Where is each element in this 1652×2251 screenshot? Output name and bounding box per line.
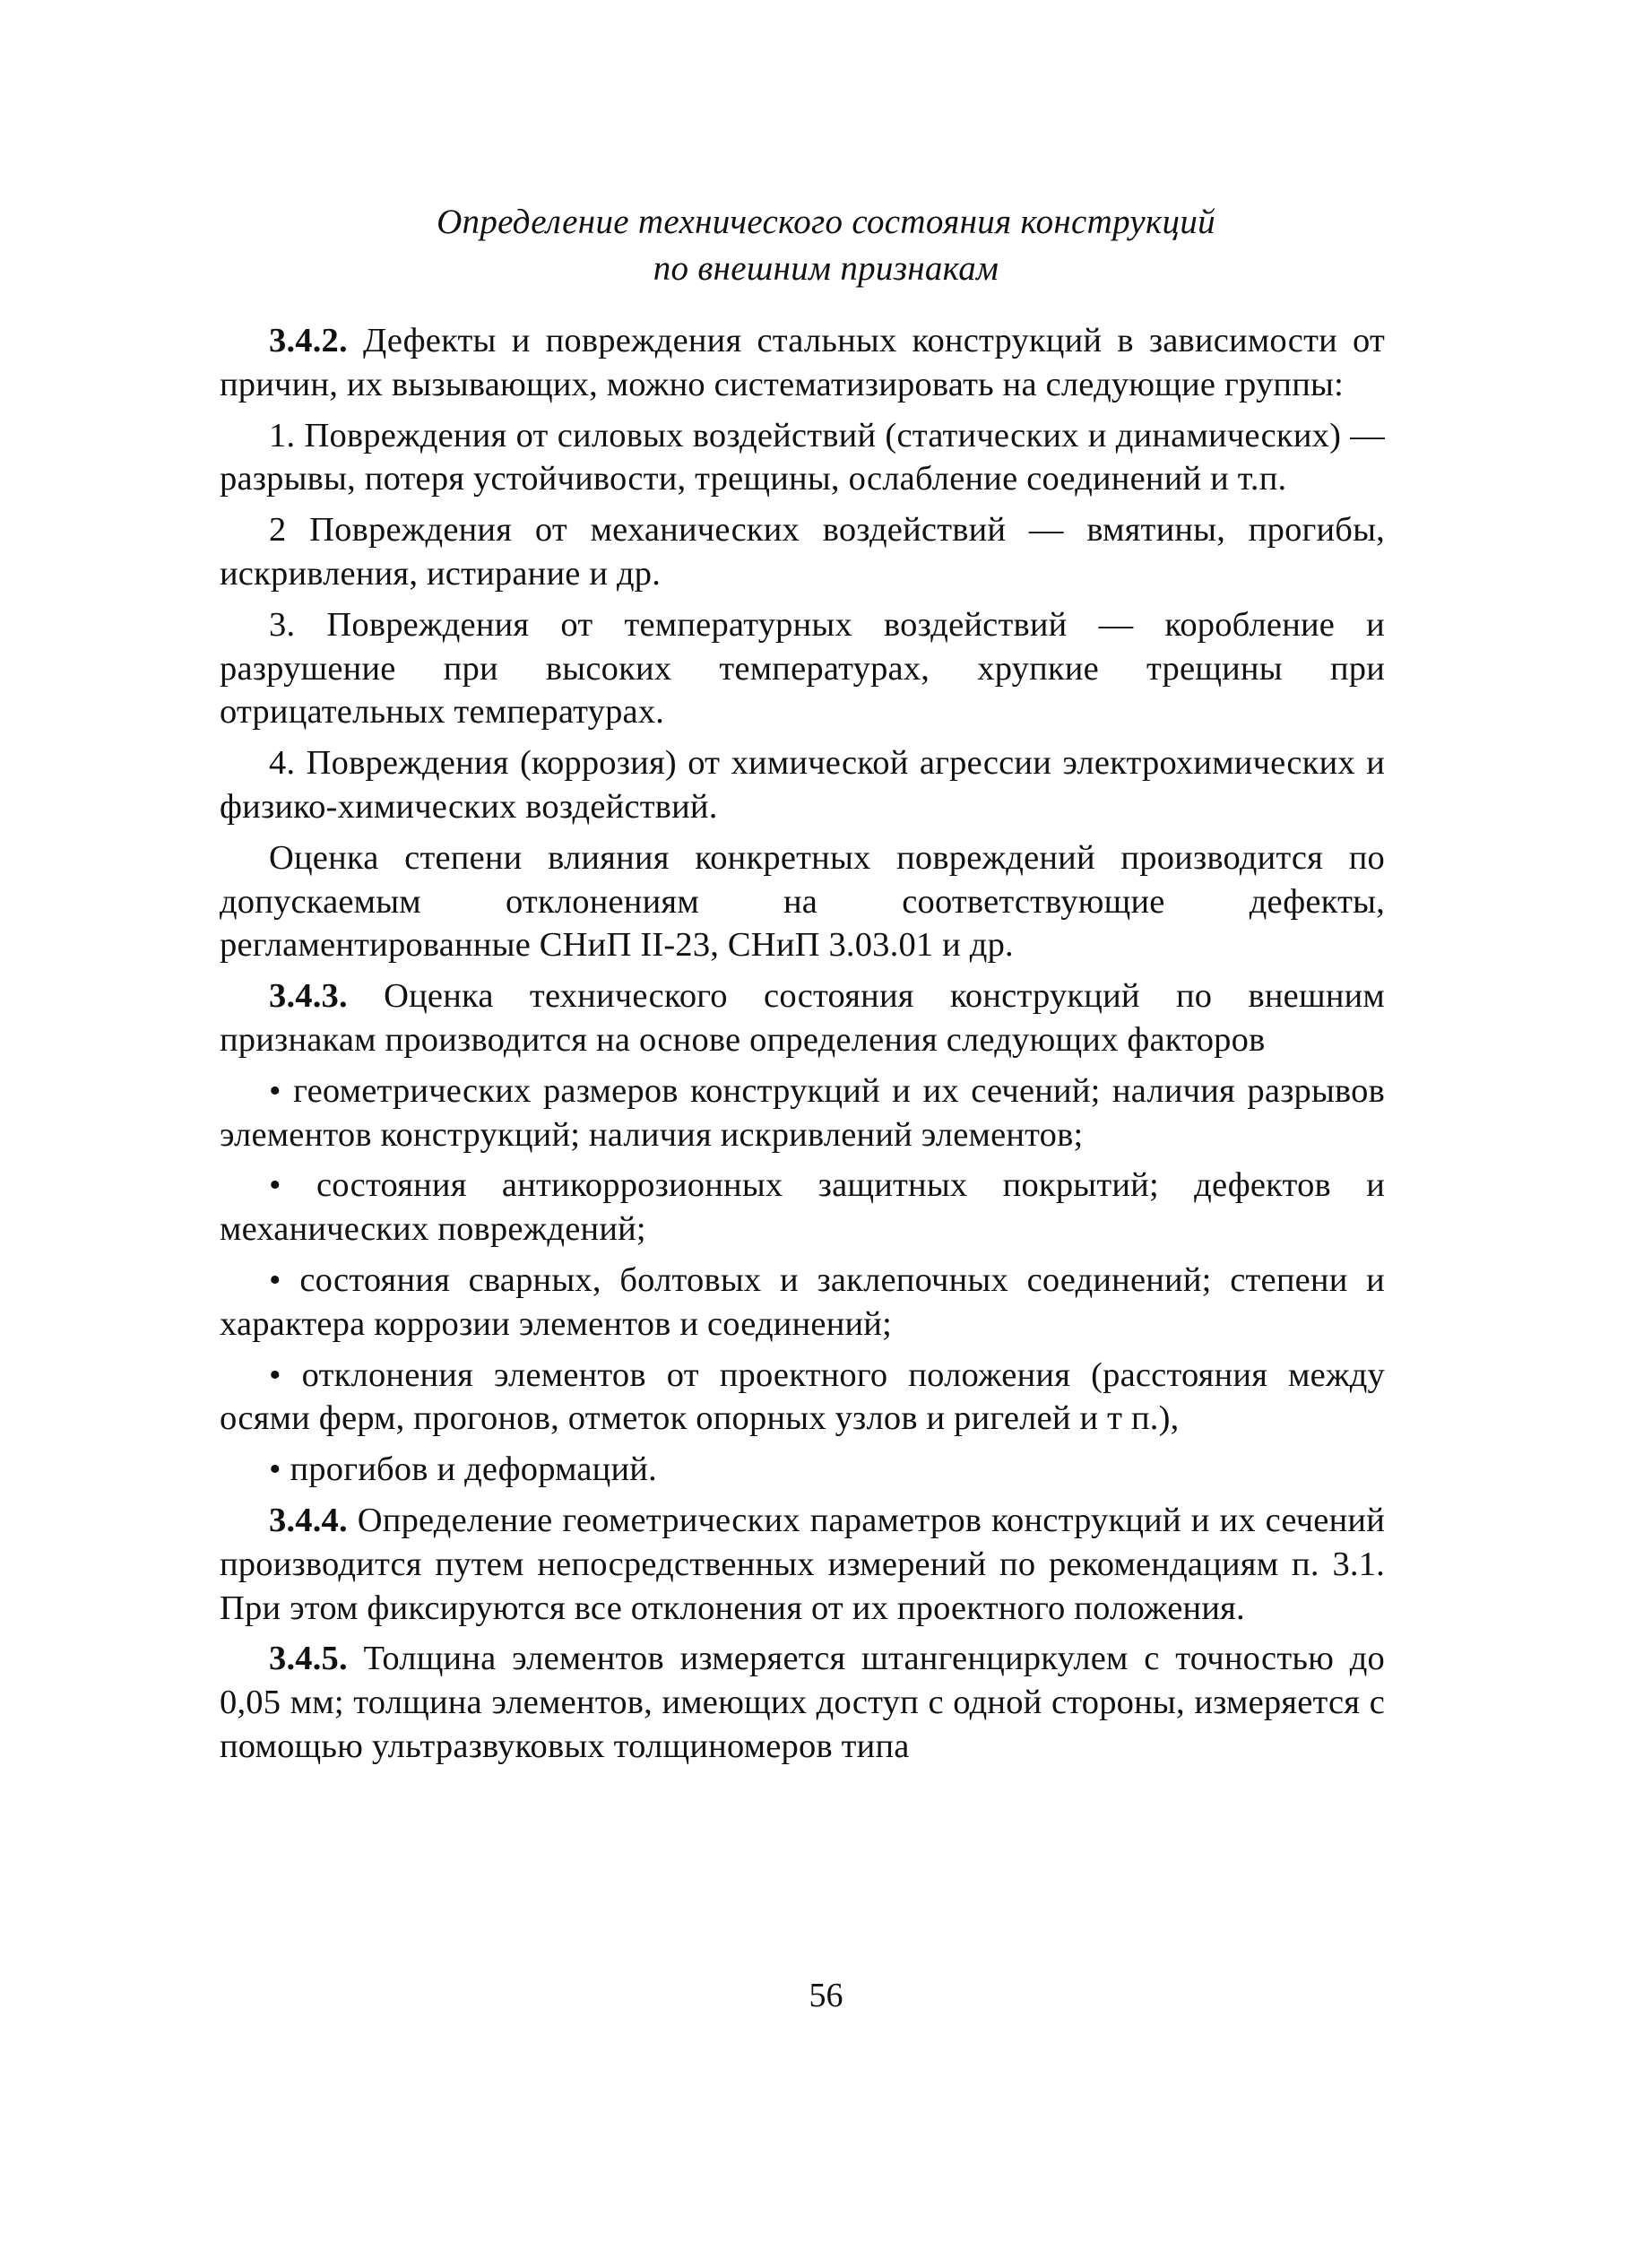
paragraph-3-4-2 <box>220 319 1385 407</box>
bullet-item-5 <box>220 1448 1385 1492</box>
clause-number: 3.4.2. <box>269 322 348 359</box>
bullet-item-2 <box>220 1164 1385 1251</box>
section-heading-line-1: Определение технического состояния конструкций <box>437 203 1215 241</box>
clause-number: 3.4.5. <box>269 1640 348 1678</box>
paragraph-text: • состояния сварных, болтовых и заклепочных соединений; степени и характера коррозии элементов и соединений; <box>220 1260 1385 1343</box>
list-item-2 <box>220 508 1385 596</box>
paragraph-text: Оценка степени влияния конкретных повреждений производится по допускаемым отклонениям на соответствующие дефекты, регламентированные СНиП II-23, СНиП 3.03.01 и др. <box>220 838 1385 965</box>
paragraph-3-4-3 <box>220 974 1385 1062</box>
paragraph-text: • отклонения элементов от проектного положения (расстояния между осями ферм, прогонов, отметок опорных узлов и ригелей и т п.), <box>220 1355 1385 1438</box>
paragraph-text: 4. Повреждения (коррозия) от химической агрессии электрохимических и физико-химических воздействий. <box>220 744 1385 826</box>
bullet-item-1 <box>220 1069 1385 1157</box>
paragraph-text: • состояния антикоррозионных защитных покрытий; дефектов и механических повреждений; <box>220 1166 1385 1249</box>
clause-number: 3.4.3. <box>269 977 348 1016</box>
paragraph-3-4-5 <box>220 1637 1385 1768</box>
bullet-item-3 <box>220 1259 1385 1346</box>
clause-number: 3.4.4. <box>269 1501 348 1539</box>
list-item-1 <box>220 414 1385 502</box>
page-number: 56 <box>809 1977 843 2014</box>
paragraph-text: Оценка технического состояния конструкций по внешним признакам производится на основе определения следующих факторов <box>220 977 1385 1059</box>
paragraph-assessment <box>220 836 1385 967</box>
paragraph-text: Толщина элементов измеряется штангенциркулем с точностью до 0,05 мм; толщина элементов, имеющих доступ с одной стороны, измеряется с помощью ультразвуковых толщиномеров типа <box>220 1640 1385 1765</box>
section-heading-line-2: по внешним признакам <box>653 249 999 288</box>
list-item-4 <box>220 741 1385 829</box>
paragraph-text: 2 Повреждения от механических воздействий — вмятины, прогибы, искривления, истирание и др. <box>220 511 1385 593</box>
paragraph-text: Дефекты и повреждения стальных конструкций в зависимости от причин, их вызывающих, можно систематизировать на следующие группы: <box>220 322 1385 403</box>
paragraph-text: 1. Повреждения от силовых воздействий (статических и динамических) — разрывы, потеря устойчивости, трещины, ослабление соединений и т.п. <box>220 416 1385 498</box>
paragraph-text: • прогибов и деформаций. <box>269 1450 657 1489</box>
paragraph-text: • геометрических размеров конструкций и их сечений; наличия разрывов элементов конструкций; наличия искривлений элементов; <box>220 1071 1385 1154</box>
paragraph-text: Определение геометрических параметров конструкций и их сечений производится путем непосредственных измерений по рекомендациям п. 3.1. При этом фиксируются все отклонения от их проектного положения. <box>220 1501 1385 1627</box>
bullet-item-4 <box>220 1354 1385 1442</box>
paragraph-3-4-4 <box>220 1499 1385 1630</box>
body-text <box>220 319 1385 1776</box>
list-item-3 <box>220 603 1385 734</box>
paragraph-text: 3. Повреждения от температурных воздействий — коробление и разрушение при высоких температурах, хрупкие трещины при отрицательных температурах. <box>220 605 1385 732</box>
section-heading <box>0 199 1652 292</box>
